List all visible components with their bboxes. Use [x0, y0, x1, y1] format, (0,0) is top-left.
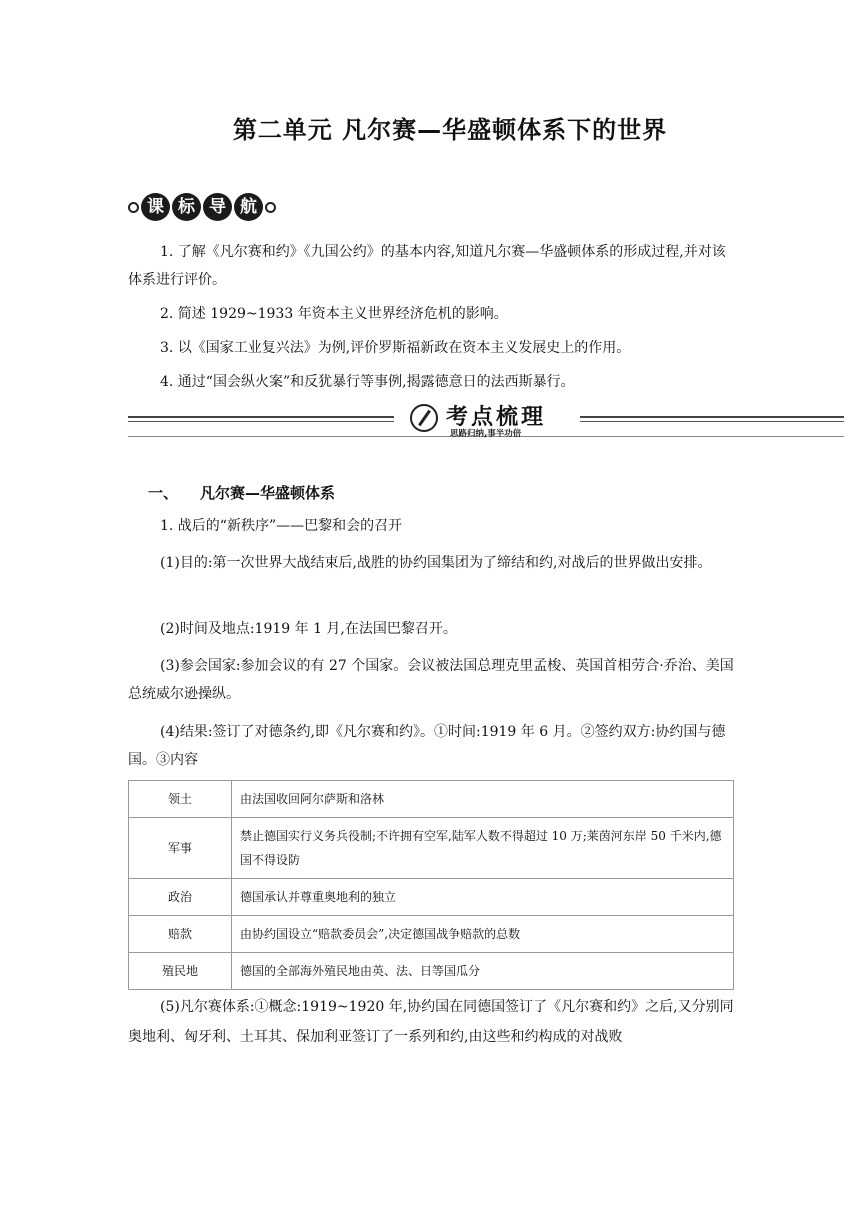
badge-char: 课 — [141, 193, 170, 221]
table-value: 德国的全部海外殖民地由英、法、日等国瓜分 — [232, 953, 734, 990]
table-value: 由法国收回阿尔萨斯和洛林 — [232, 781, 734, 818]
table-row — [129, 818, 734, 879]
guide-item: 1. 了解《凡尔赛和约》《九国公约》的基本内容,知道凡尔赛—华盛顿体系的形成过程,并对该体系进行评价。 — [128, 244, 726, 288]
guide-item: 3. 以《国家工业复兴法》为例,评价罗斯福新政在资本主义发展史上的作用。 — [160, 340, 631, 356]
section-heading — [148, 482, 335, 503]
curriculum-guide-badge — [128, 192, 276, 222]
section-title: 凡尔赛—华盛顿体系 — [200, 484, 336, 502]
badge-char: 航 — [234, 193, 263, 221]
table-value: 德国承认并尊重奥地利的独立 — [232, 879, 734, 916]
page-title: 第二单元 凡尔赛—华盛顿体系下的世界 — [232, 116, 668, 144]
table-row — [129, 879, 734, 916]
body-paragraph: (1)目的:第一次世界大战结束后,战胜的协约国集团为了缔结和约,对战后的世界做出安排。 — [160, 555, 712, 571]
banner-subtitle: 思路归纳,事半功倍 — [450, 429, 522, 439]
banner-title: 考点梳理 — [446, 405, 547, 430]
table-key: 殖民地 — [129, 953, 232, 990]
table-row — [129, 916, 734, 953]
badge-char: 标 — [172, 193, 201, 221]
key-points-badge — [406, 398, 592, 442]
section-number: 一、 — [148, 484, 179, 502]
compass-icon — [410, 404, 438, 432]
table-key: 领土 — [129, 781, 232, 818]
treaty-content-table — [128, 780, 734, 990]
badge-dot-left — [128, 202, 139, 213]
table-row — [129, 781, 734, 818]
table-value: 禁止德国实行义务兵役制;不许拥有空军,陆军人数不得超过 10 万;莱茵河东岸 50 千米内,德国不得设防 — [232, 818, 734, 879]
key-points-banner — [128, 398, 844, 442]
table-key: 赔款 — [129, 916, 232, 953]
table-row — [129, 953, 734, 990]
body-paragraph: (5)凡尔赛体系:①概念:1919~1920 年,协约国在同德国签订了《凡尔赛和约》之后,又分别同奥地利、匈牙利、土耳其、保加利亚签订了一系列和约,由这些和约构成的对战败 — [128, 999, 734, 1045]
guide-item: 4. 通过“国会纵火案”和反犹暴行等事例,揭露德意日的法西斯暴行。 — [160, 374, 575, 390]
body-paragraph: (4)结果:签订了对德条约,即《凡尔赛和约》。①时间:1919 年 6 月。②签约双方:协约国与德国。③内容 — [128, 724, 726, 768]
body-paragraph: (2)时间及地点:1919 年 1 月,在法国巴黎召开。 — [160, 621, 457, 637]
body-paragraph: 1. 战后的“新秩序”——巴黎和会的召开 — [160, 518, 403, 534]
table-key: 政治 — [129, 879, 232, 916]
table-key: 军事 — [129, 818, 232, 879]
badge-char: 导 — [203, 193, 232, 221]
badge-dot-right — [265, 202, 276, 213]
guide-item: 2. 简述 1929~1933 年资本主义世界经济危机的影响。 — [160, 306, 508, 322]
table-value: 由协约国设立“赔款委员会”,决定德国战争赔款的总数 — [232, 916, 734, 953]
body-paragraph: (3)参会国家:参加会议的有 27 个国家。会议被法国总理克里孟梭、英国首相劳合·乔治、美国总统威尔逊操纵。 — [128, 658, 734, 702]
